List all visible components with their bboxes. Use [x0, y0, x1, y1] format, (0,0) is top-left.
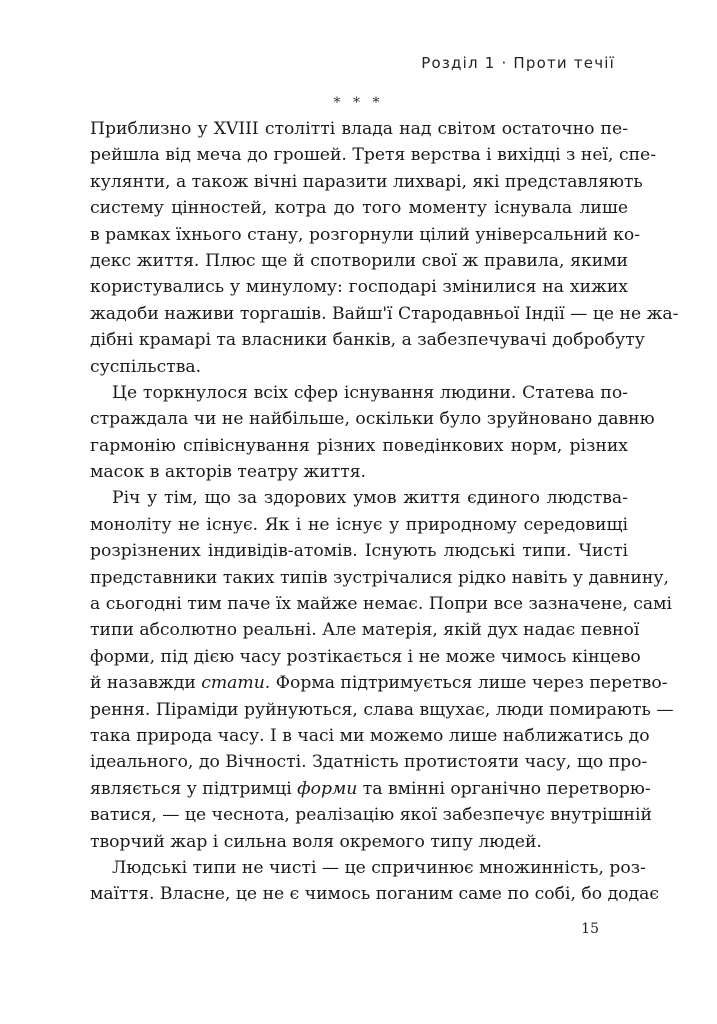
text-line: Це торкнулося всіх сфер існування людини. Статева по- [112, 382, 628, 403]
text-line: маїття. Власне, це не є чимось поганим саме по собі, бо додає [90, 884, 659, 905]
text-line: представники таких типів зустрічалися рідко навіть у давнину, [90, 567, 669, 588]
text-line: рення. Піраміди руйнуються, слава вщухає, люди помирають — [90, 699, 674, 720]
text-fragment: Форма підтримується лише через перетво- [275, 673, 668, 694]
text-line: Людські типи не чисті — це спричинює множинність, роз- [112, 857, 646, 878]
text-line: страждала чи не найбільше, оскільки було зруйновано давню [90, 409, 655, 430]
text-line: дібні крамарі та власники банків, а забезпечувачі добробуту [90, 330, 645, 351]
text-line: типи абсолютно реальні. Але матерія, якій дух надає певної [90, 620, 640, 641]
running-head: Розділ 1 · Проти течії [421, 54, 615, 72]
text-line: розрізнених індивідів-атомів. Існують людські типи. Чисті [90, 541, 628, 562]
text-line: жадоби наживи торгашів. Вайш'ї Стародавньої Індії — це не жа- [90, 303, 679, 324]
text-line: користувались у минулому: господарі змінилися на хижих [90, 277, 628, 298]
text-line: а сьогодні тим паче їх майже немає. Попри все зазначене, самі [90, 594, 673, 615]
text-line [90, 776, 651, 802]
text-line: Річ у тім, що за здорових умов життя єдиного людства- [112, 488, 628, 509]
text-line: в рамках їхнього стану, розгорнули цілий універсальний ко- [90, 224, 641, 245]
text-line: рейшла від меча до грошей. Третя верства і вихідці з неї, спе- [90, 145, 657, 166]
text-line: декс життя. Плюс ще й спотворили свої ж правила, якими [90, 250, 628, 271]
text-line: форми, під дією часу розтікається і не може чимось кінцево [90, 646, 641, 667]
text-fragment: й назавжди [90, 673, 196, 694]
text-line: масок в акторів театру життя. [90, 462, 367, 483]
page-number: 15 [581, 921, 599, 937]
text-line: систему цінностей, котра до того моменту існувала лише [90, 198, 628, 219]
text-line: ватися, — це чеснота, реалізацію якої забезпечує внутрішній [90, 805, 652, 826]
emphasis-text: стати. [201, 673, 271, 694]
text-fragment: являється у підтримці [90, 778, 292, 799]
text-line: така природа часу. І в часі ми можемо лише наближатись до [90, 725, 650, 746]
section-break-ornament: * * * [333, 95, 384, 111]
emphasis-text: форми [297, 778, 358, 799]
text-line: ідеального, до Вічності. Здатність протистояти часу, що про- [90, 752, 648, 773]
text-line: гармонію співіснування різних поведінкових норм, різних [90, 435, 628, 456]
text-line: кулянти, а також вічні паразити лихварі, які представляють [90, 171, 643, 192]
text-line: Приблизно у XVIII столітті влада над світом остаточно пе- [90, 119, 628, 139]
text-fragment: та вмінні органічно перетворю- [362, 778, 651, 799]
text-line [90, 670, 668, 696]
body-text [90, 116, 679, 908]
text-line: творчий жар і сильна воля окремого типу людей. [90, 831, 542, 852]
text-line: суспільства. [90, 356, 202, 377]
text-line: моноліту не існує. Як і не існує у природному середовищі [90, 514, 628, 535]
